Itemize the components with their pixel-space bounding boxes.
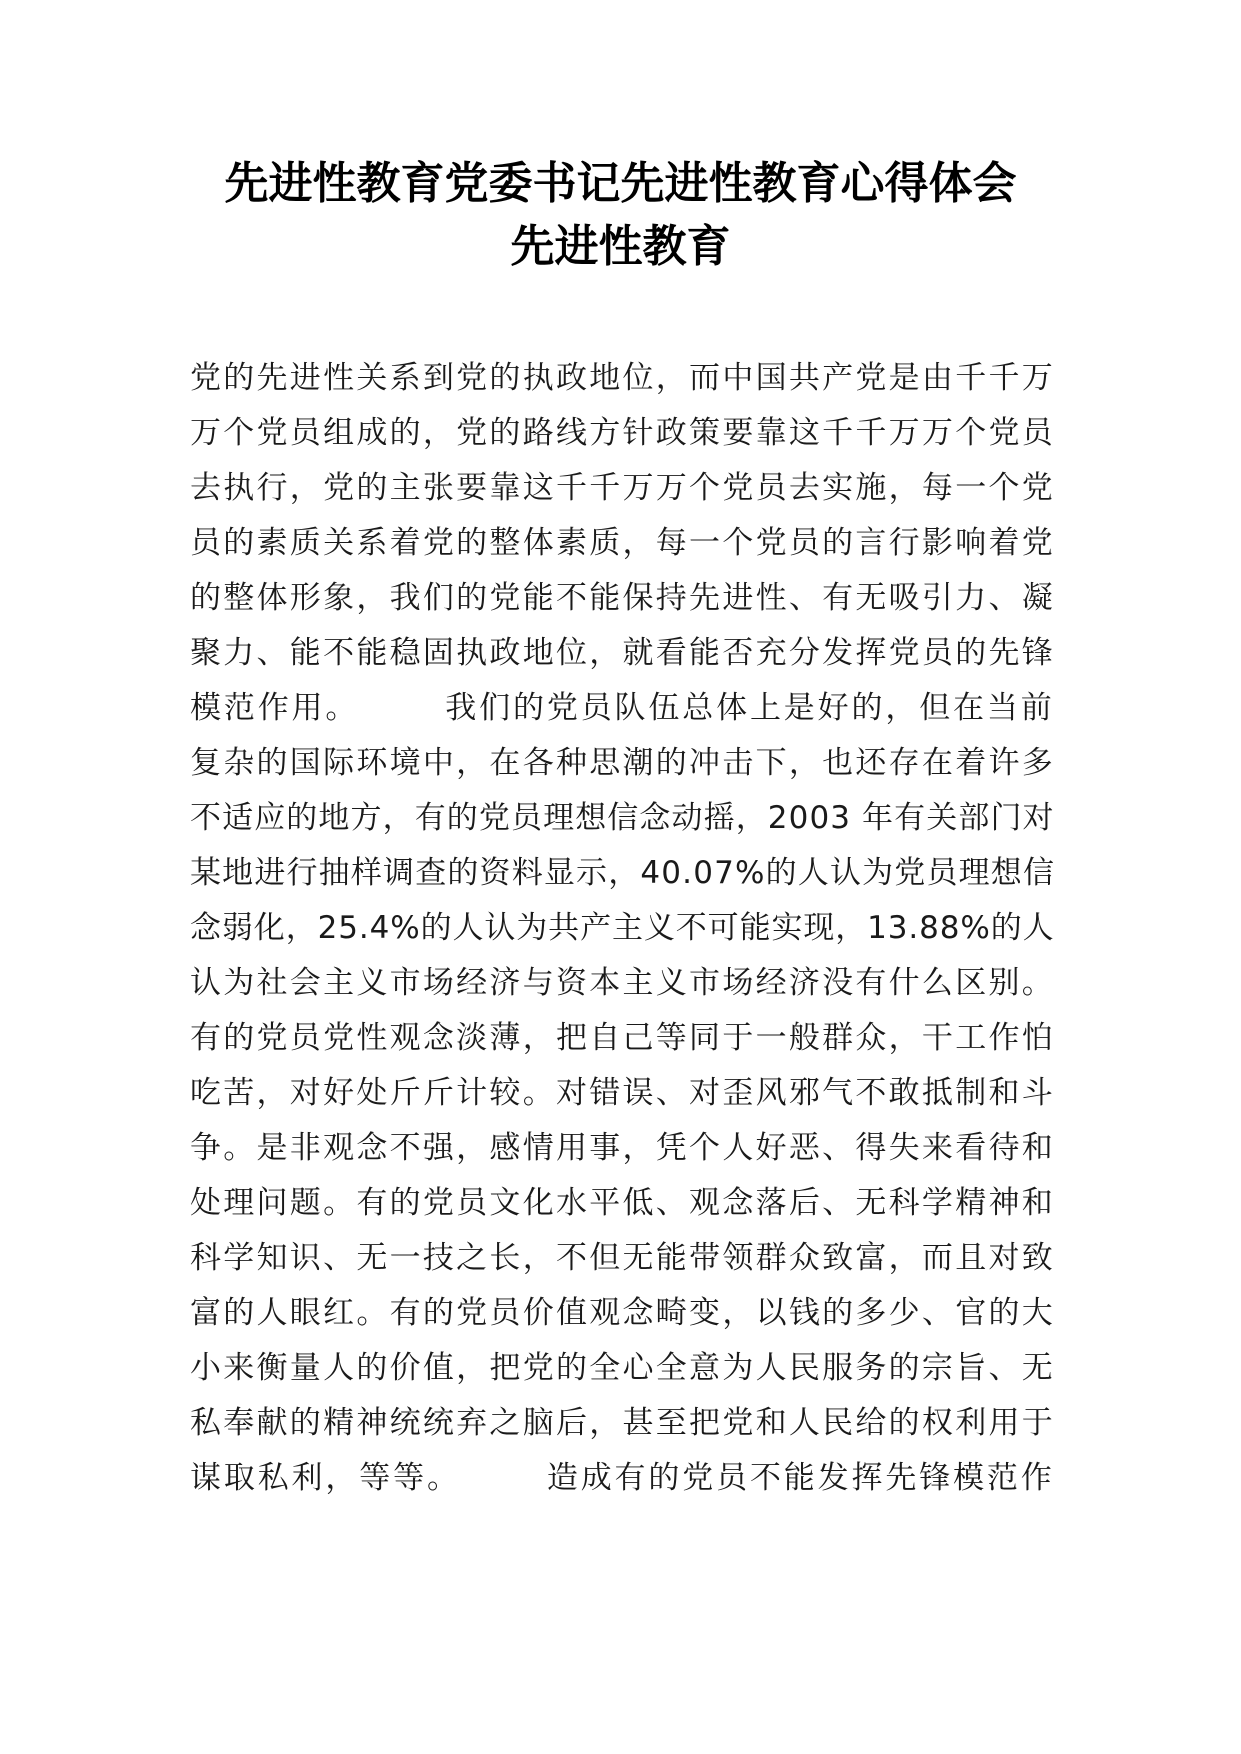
body-text-line: 的整体形象，我们的党能不能保持先进性、有无吸引力、凝 (190, 580, 1056, 616)
body-text-line: 科学知识、无一技之长，不但无能带领群众致富，而且对致 (190, 1240, 1056, 1276)
body-text-line: 去执行，党的主张要靠这千千万万个党员去实施，每一个党 (190, 470, 1056, 506)
body-text-line: 复杂的国际环境中，在各种思潮的冲击下，也还存在着许多 (190, 745, 1056, 781)
body-text-line: 不适应的地方，有的党员理想信念动摇，2003 年有关部门对 (190, 800, 1055, 836)
body-text-line: 党的先进性关系到党的执政地位，而中国共产党是由千千万 (190, 360, 1056, 396)
document-title-line-2: 先进性教育 (510, 221, 731, 272)
body-text-line: 认为社会主义市场经济与资本主义市场经济没有什么区别。 (190, 965, 1056, 1001)
body-text-line: 私奉献的精神统统弃之脑后，甚至把党和人民给的权利用于 (190, 1405, 1056, 1441)
body-text-line: 员的素质关系着党的整体素质，每一个党员的言行影响着党 (190, 525, 1056, 561)
body-text-line: 谋取私利，等等。 造成有的党员不能发挥先锋模范作 (190, 1460, 1055, 1496)
body-text-line: 某地进行抽样调查的资料显示，40.07%的人认为党员理想信 (190, 855, 1056, 891)
body-text-line: 有的党员党性观念淡薄，把自己等同于一般群众，干工作怕 (190, 1020, 1056, 1056)
body-text-line: 念弱化，25.4%的人认为共产主义不可能实现，13.88%的人 (190, 910, 1055, 946)
body-text-line: 模范作用。 我们的党员队伍总体上是好的，但在当前 (190, 690, 1055, 726)
document-title-line-1: 先进性教育党委书记先进性教育心得体会 (224, 158, 1017, 209)
body-text-line: 吃苦，对好处斤斤计较。对错误、对歪风邪气不敢抵制和斗 (190, 1075, 1056, 1111)
body-text-line: 万个党员组成的，党的路线方针政策要靠这千千万万个党员 (190, 415, 1056, 451)
body-text-line: 聚力、能不能稳固执政地位，就看能否充分发挥党员的先锋 (190, 635, 1056, 671)
body-text-line: 处理问题。有的党员文化水平低、观念落后、无科学精神和 (190, 1185, 1056, 1221)
body-text-line: 富的人眼红。有的党员价值观念畸变，以钱的多少、官的大 (190, 1295, 1056, 1331)
body-text-line: 小来衡量人的价值，把党的全心全意为人民服务的宗旨、无 (190, 1350, 1056, 1386)
body-text-line: 争。是非观念不强，感情用事，凭个人好恶、得失来看待和 (190, 1130, 1056, 1166)
